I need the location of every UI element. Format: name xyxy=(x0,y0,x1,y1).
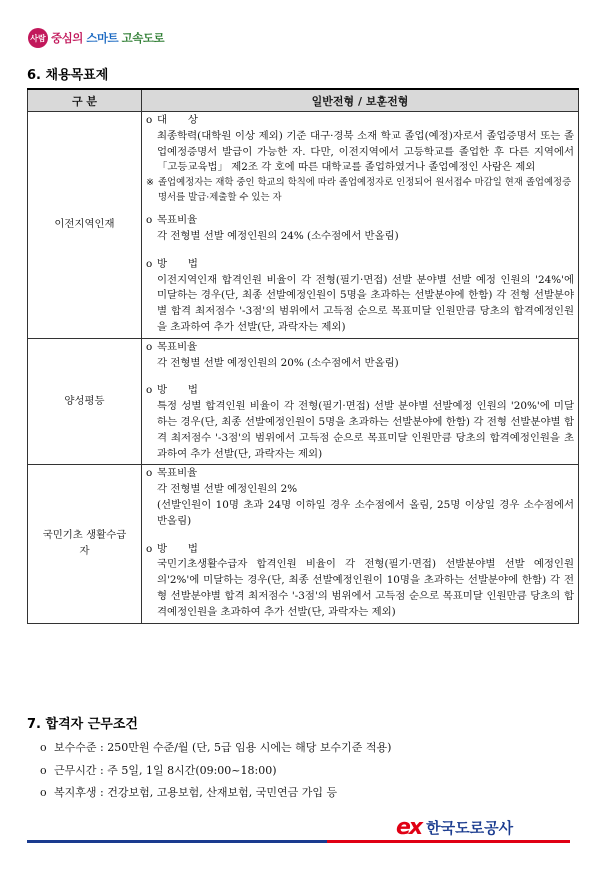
table-row xyxy=(28,112,579,339)
row-category: 국민기초 생활수급자 xyxy=(28,465,142,623)
condition-pay: 보수수준 : 250만원 수준/월 (단, 5급 임용 시에는 해당 보수기준 적용) xyxy=(54,741,392,754)
item-text: 각 전형별 선발 예정인원의 24% (소수점에서 반올림) xyxy=(157,229,399,242)
col-head-category: 구 분 xyxy=(28,89,142,112)
footer-line-blue xyxy=(27,840,327,843)
table-row xyxy=(28,338,579,465)
section6-title: 6. 채용목표제 xyxy=(27,68,109,83)
item-text: 각 전형별 선발 예정인원의 20% (소수점에서 반올림) xyxy=(157,356,399,369)
slogan-logo xyxy=(28,27,164,49)
item-heading: 대 상 xyxy=(157,114,198,126)
row-content: o 목표비율 각 전형별 선발 예정인원의 2% (선발인원이 10명 초과 24명 이하일 경우 소수점에서 올림, 25명 이상일 경우 소수점에서 반올림) o 방 법 국민기초생활수급자 합격인원 비율이 각 전형(필기·면접) 선발분야별 선발 예정인원의'2%'에 미달하는 경우(단, 최종 선발예정인원이 10명을 초과하는 선발분야에 한함) 각 전형 선발분야별 합격 최저점수 '-3점'의 범위에서 고득점 순으로 목표미달 인원만큼 당초의 합격예정인원을 초과하여 추가 선발(단, 과락자는 제외) xyxy=(142,465,579,623)
note-text: 졸업예정자는 재학 중인 학교의 학칙에 따라 졸업예정자로 인정되어 원서접수 마감일 현재 졸업예정증명서를 발급·제출할 수 있는 자 xyxy=(158,177,572,203)
row-content: o 대 상 최종학력(대학원 이상 제외) 기준 대구·경북 소재 학교 졸업(예정)자로서 졸업증명서 또는 졸업예정증명서 발급이 가능한 자. 다만, 이전지역에서 고등학교를 졸업한 후 다른 지역에서 「고등교육법」 제2조 각 호에 따른 대학교를 졸업하였거나 졸업예정인 사람은 제외 ※ 졸업예정자는 재학 중인 학교의 학칙에 따라 졸업예정자로 인정되어 원서접수 마감일 현재 졸업예정증명서를 발급·제출할 수 있는 자 o 목표비율 각 전형별 선발 예정인원의 24% (소수점에서 반올림) o 방 법 이전지역인재 합격인원 비율이 각 전형(필기·면접) 선발 분야별 선발 예정 인원의 '24%'에 미달하는 경우(단, 최종 선발예정인원이 5명을 초과하는 선발분야에 한함) 각 전형 선발분야별 합격 최저점수 '-3점'의 범위에서 고득점 순으로 목표미달 인원만큼 당초의 합격예정인원을 초과하여 추가 선발(단, 과락자는 제외) xyxy=(142,112,579,339)
work-conditions-list xyxy=(40,737,391,805)
item-heading: 방 법 xyxy=(157,384,198,397)
condition-welfare: 복지후생 : 건강보험, 고용보험, 산재보험, 국민연금 가입 등 xyxy=(54,786,338,799)
item-heading: 목표비율 xyxy=(157,467,198,480)
list-item: o 근무시간 : 주 5일, 1일 8시간(09:00~18:00) xyxy=(40,760,391,783)
note-mark: ※ xyxy=(146,177,154,189)
ex-logo-mark: ex xyxy=(396,815,422,840)
row-category: 이전지역인재 xyxy=(28,112,142,339)
item-text: 이전지역인재 합격인원 비율이 각 전형(필기·면접) 선발 분야별 선발 예정 인원의 '24%'에 미달하는 경우(단, 최종 선발예정인원이 5명을 초과하는 선발분야에 한함) 각 전형 선발분야별 합격 최저점수 '-3점'의 범위에서 고득점 순으로 목표미달 인원만큼 당초의 합격예정인원을 초과하여 추가 선발(단, 과락자는 제외) xyxy=(157,273,574,333)
item-text: 특정 성별 합격인원 비율이 각 전형(필기·면접) 선발 분야별 선발예정 인원의 '20%'에 미달하는 경우(단, 최종 선발예정인원이 5명을 초과하는 선발분야에 한함) 각 전형 선발분야별 합격 최저점수 '-3점'의 범위에서 고득점 순으로 목표미달 인원만큼 당초의 합격예정인원을 초과하여 추가 선발(단, 과락자는 제외) xyxy=(157,400,574,460)
item-heading: 목표비율 xyxy=(157,214,198,227)
quota-table xyxy=(27,88,579,624)
item-heading: 목표비율 xyxy=(157,340,198,353)
list-item: o 복지후생 : 건강보험, 고용보험, 산재보험, 국민연금 가입 등 xyxy=(40,782,391,805)
slogan-text: 중심의 스마트 고속도로 xyxy=(51,31,165,45)
row-content: o 목표비율 각 전형별 선발 예정인원의 20% (소수점에서 반올림) o 방 법 특정 성별 합격인원 비율이 각 전형(필기·면접) 선발 분야별 선발예정 인원의 '20%'에 미달하는 경우(단, 최종 선발예정인원이 5명을 초과하는 선발분야에 한함) 각 전형 선발분야별 합격 최저점수 '-3점'의 범위에서 고득점 순으로 목표미달 인원만큼 당초의 합격예정인원을 초과하여 추가 선발(단, 과락자는 제외) xyxy=(142,338,579,465)
table-row xyxy=(28,465,579,623)
org-name: 한국도로공사 xyxy=(426,819,514,837)
kec-logo xyxy=(396,815,513,840)
item-heading: 방 법 xyxy=(157,257,198,270)
item-heading: 방 법 xyxy=(157,542,198,555)
section7-title: 7. 합격자 근무조건 xyxy=(27,717,138,732)
col-head-type: 일반전형 / 보훈전형 xyxy=(142,89,579,112)
item-text: (선발인원이 10명 초과 24명 이하일 경우 소수점에서 올림, 25명 이상일 경우 소수점에서 반올림) xyxy=(157,498,574,527)
table-header-row xyxy=(28,89,579,112)
list-item: o 보수수준 : 250만원 수준/월 (단, 5급 임용 시에는 해당 보수기준 적용) xyxy=(40,737,391,760)
condition-hours: 근무시간 : 주 5일, 1일 8시간(09:00~18:00) xyxy=(54,763,277,777)
row-category: 양성평등 xyxy=(28,338,142,465)
footer-line-red xyxy=(327,840,570,843)
item-text: 최종학력(대학원 이상 제외) 기준 대구·경북 소재 학교 졸업(예정)자로서 졸업증명서 또는 졸업예정증명서 발급이 가능한 자. 다만, 이전지역에서 고등학교를 졸업한 후 다른 지역에서 「고등교육법」 제2조 각 호에 따른 대학교를 졸업하였거나 졸업예정인 사람은 제외 xyxy=(157,129,574,174)
item-text: 국민기초생활수급자 합격인원 비율이 각 전형(필기·면접) 선발분야별 선발 예정인원의'2%'에 미달하는 경우(단, 최종 선발예정인원이 10명을 초과하는 선발분야에 한함) 각 전형 선발분야별 합격 최저점수 '-3점'의 범위에서 고득점 순으로 목표미달 인원만큼 당초의 합격예정인원을 초과하여 추가 선발(단, 과락자는 제외) xyxy=(157,558,574,618)
item-text: 각 전형별 선발 예정인원의 2% xyxy=(157,483,298,496)
slogan-logo-mark: 사람 xyxy=(28,28,48,48)
